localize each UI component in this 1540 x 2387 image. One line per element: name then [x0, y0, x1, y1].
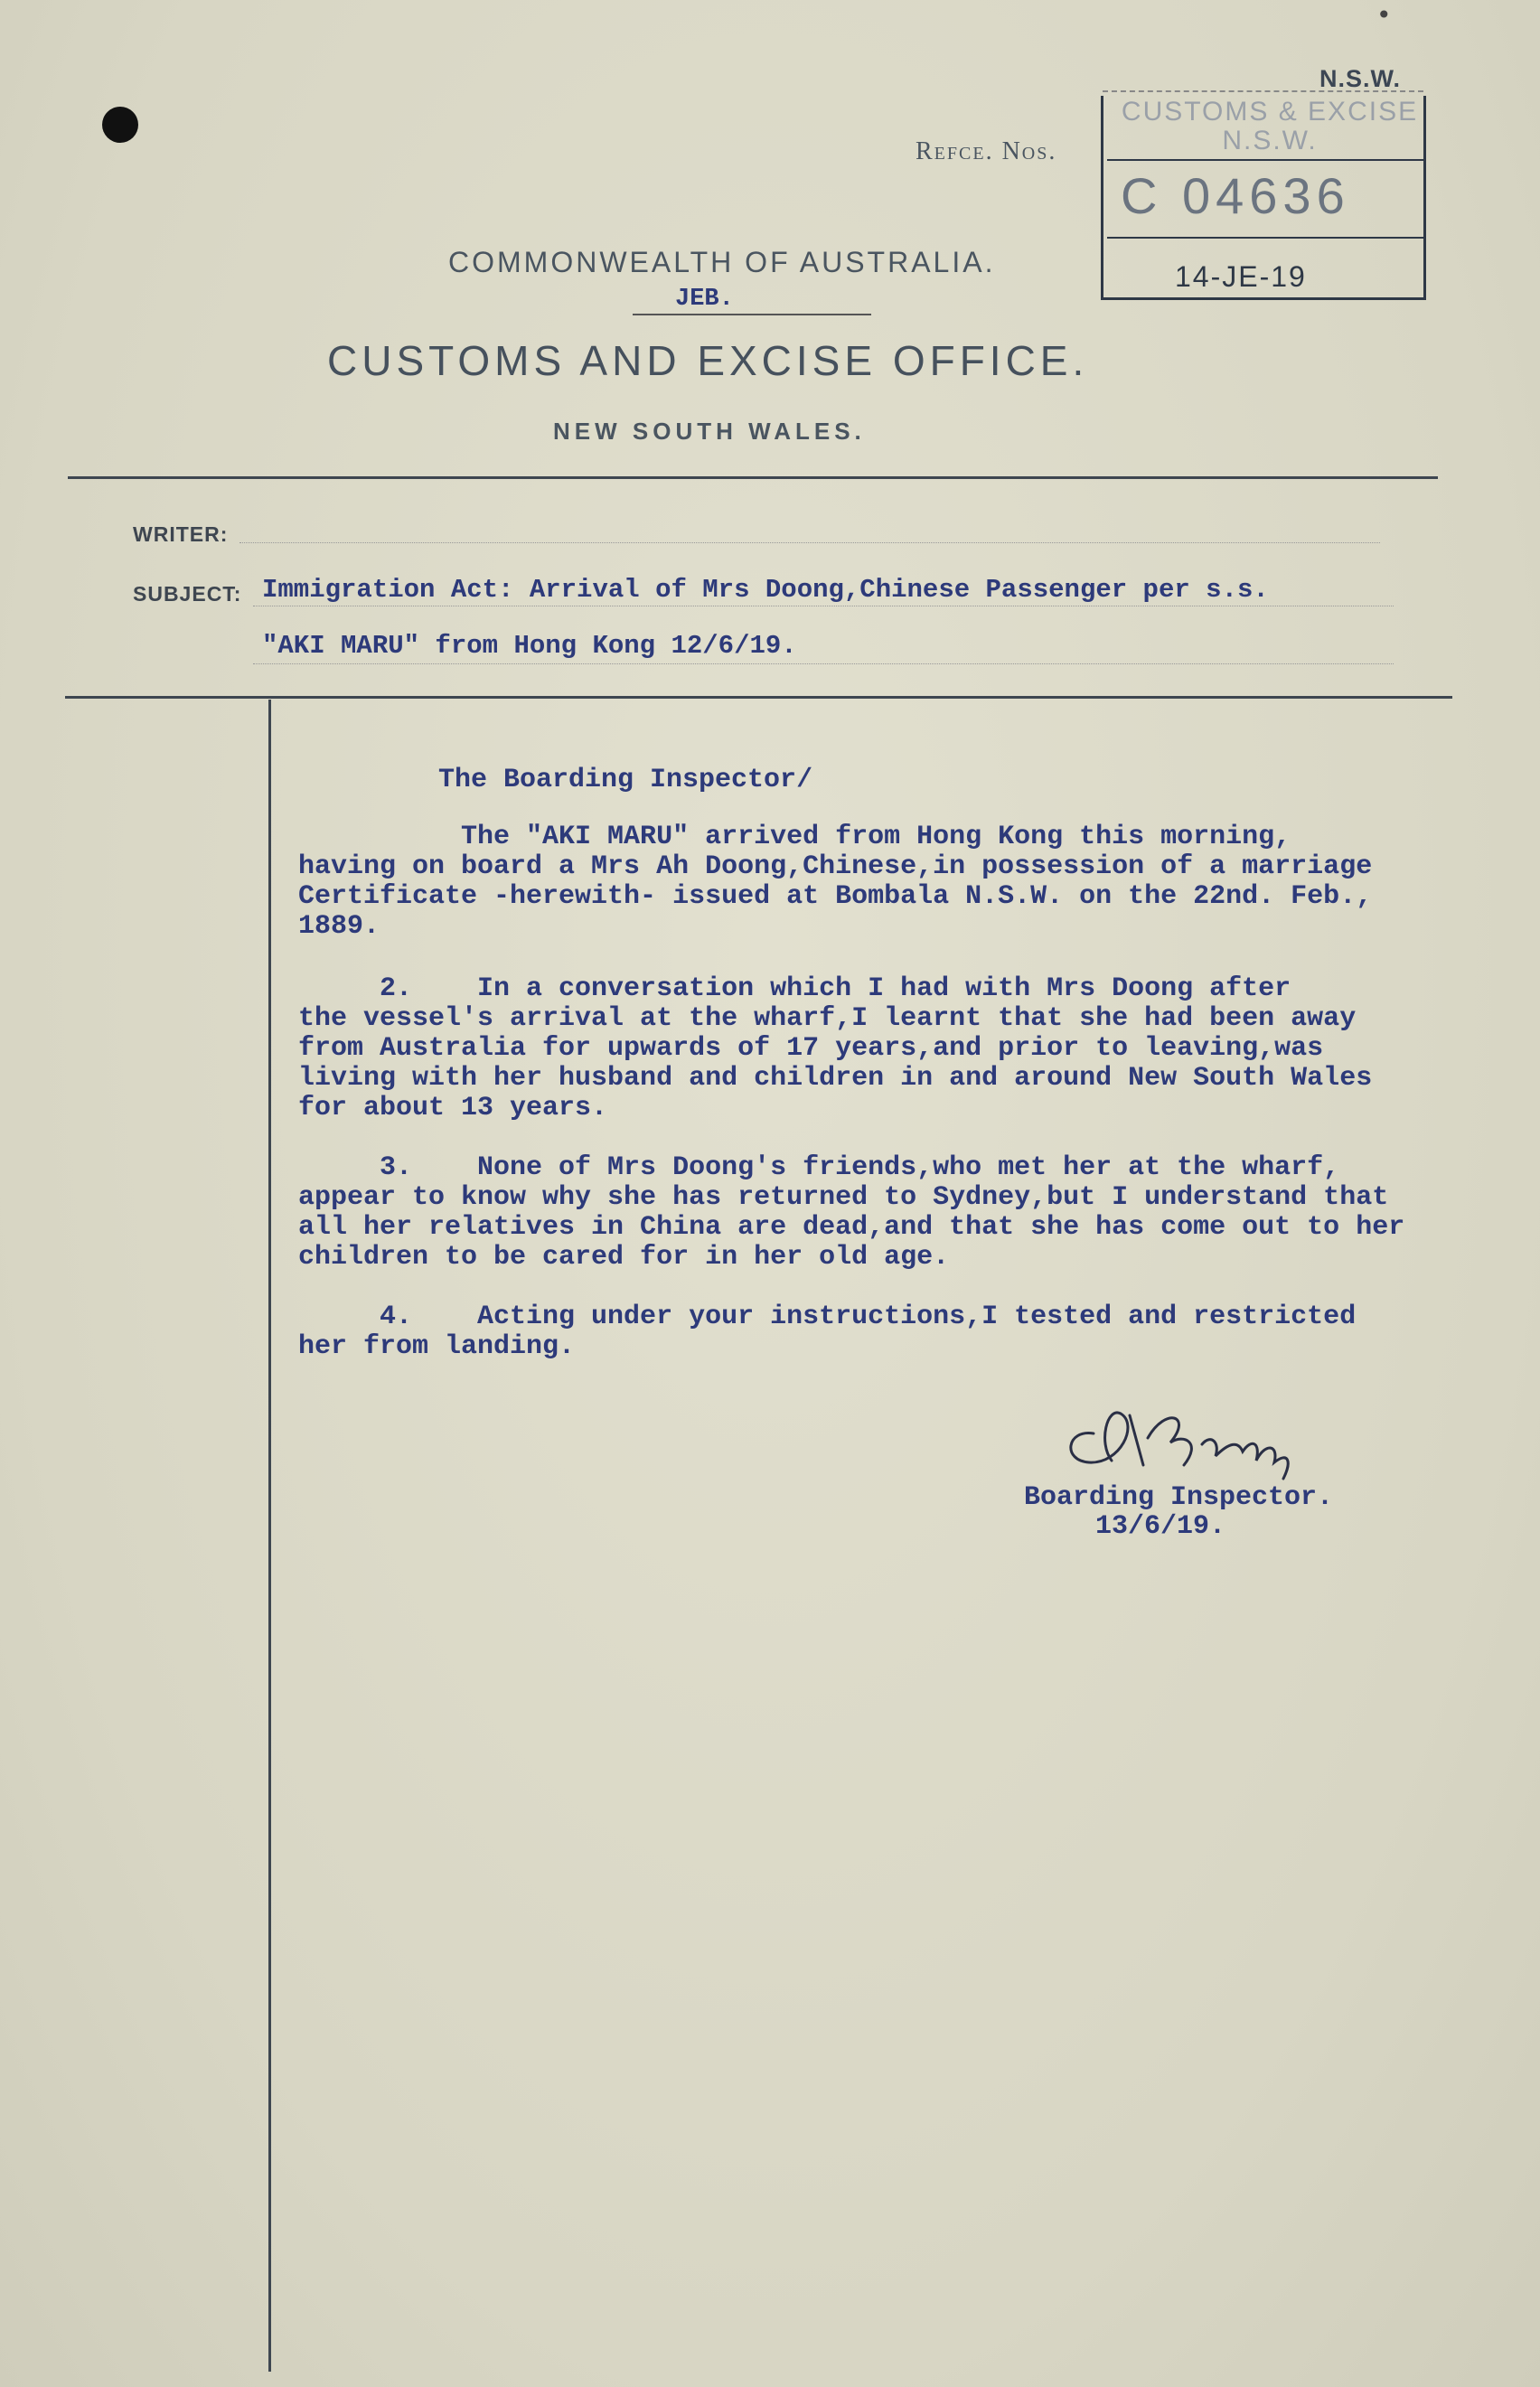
corner-mark: • — [1376, 0, 1392, 30]
office-title: CUSTOMS AND EXCISE OFFICE. — [327, 337, 1089, 384]
paragraph-1: The "AKI MARU" arrived from Hong Kong this morning, having on board a Mrs Ah Doong,Chinese,in possession of a marriage Certificate -herewith- issued at Bombala N.S.W. on the 22nd. Feb., 1889. — [298, 822, 1373, 942]
paragraph-2: 2. In a conversation which I had with Mrs Doong after the vessel's arrival at the wharf,I learnt that she had been away from Australia for upwards of 17 years,and prior to leaving,was living with her husband and children in and around New South Wales for about 13 years. — [298, 973, 1373, 1123]
stamp-divider — [1107, 159, 1423, 161]
reference-label: Refce. Nos. — [916, 137, 1057, 165]
state-mark: N.S.W. — [1319, 65, 1402, 92]
handwritten-signature — [1057, 1388, 1329, 1488]
paragraph-4: 4. Acting under your instructions,I tested and restricted her from landing. — [298, 1302, 1357, 1362]
stamp-top-edge — [1103, 90, 1423, 95]
writer-dotted-line — [239, 542, 1380, 543]
salutation: The Boarding Inspector/ — [438, 765, 813, 795]
initials: JEB. — [675, 286, 734, 313]
margin-rule — [268, 700, 271, 2372]
subject-rule — [65, 696, 1452, 699]
signature-date: 13/6/19. — [1095, 1511, 1226, 1542]
punch-hole — [102, 107, 138, 143]
subject-label: SUBJECT: — [133, 582, 242, 606]
signature-role: Boarding Inspector. — [1024, 1482, 1334, 1513]
subject-dotted-line-2 — [253, 663, 1394, 664]
stamp-organisation: CUSTOMS & EXCISE N.S.W. — [1121, 97, 1419, 155]
stamp-number: C 04636 — [1121, 167, 1350, 224]
region-heading: NEW SOUTH WALES. — [553, 418, 866, 445]
initials-underline — [633, 314, 871, 315]
stamp-divider-2 — [1107, 237, 1423, 239]
writer-label: WRITER: — [133, 522, 229, 546]
paragraph-3: 3. None of Mrs Doong's friends,who met her at the wharf, appear to know why she has returned to Sydney,but I understand that all her relatives in China are dead,and that she has come out to her children to be cared for in her old age. — [298, 1152, 1405, 1273]
header-rule — [68, 476, 1438, 479]
stamp-date: 14-JE-19 — [1175, 260, 1307, 293]
subject-line-1: Immigration Act: Arrival of Mrs Doong,Chinese Passenger per s.s. — [262, 575, 1269, 605]
subject-line-2: "AKI MARU" from Hong Kong 12/6/19. — [262, 631, 797, 661]
commonwealth-heading: COMMONWEALTH OF AUSTRALIA. — [448, 246, 996, 278]
